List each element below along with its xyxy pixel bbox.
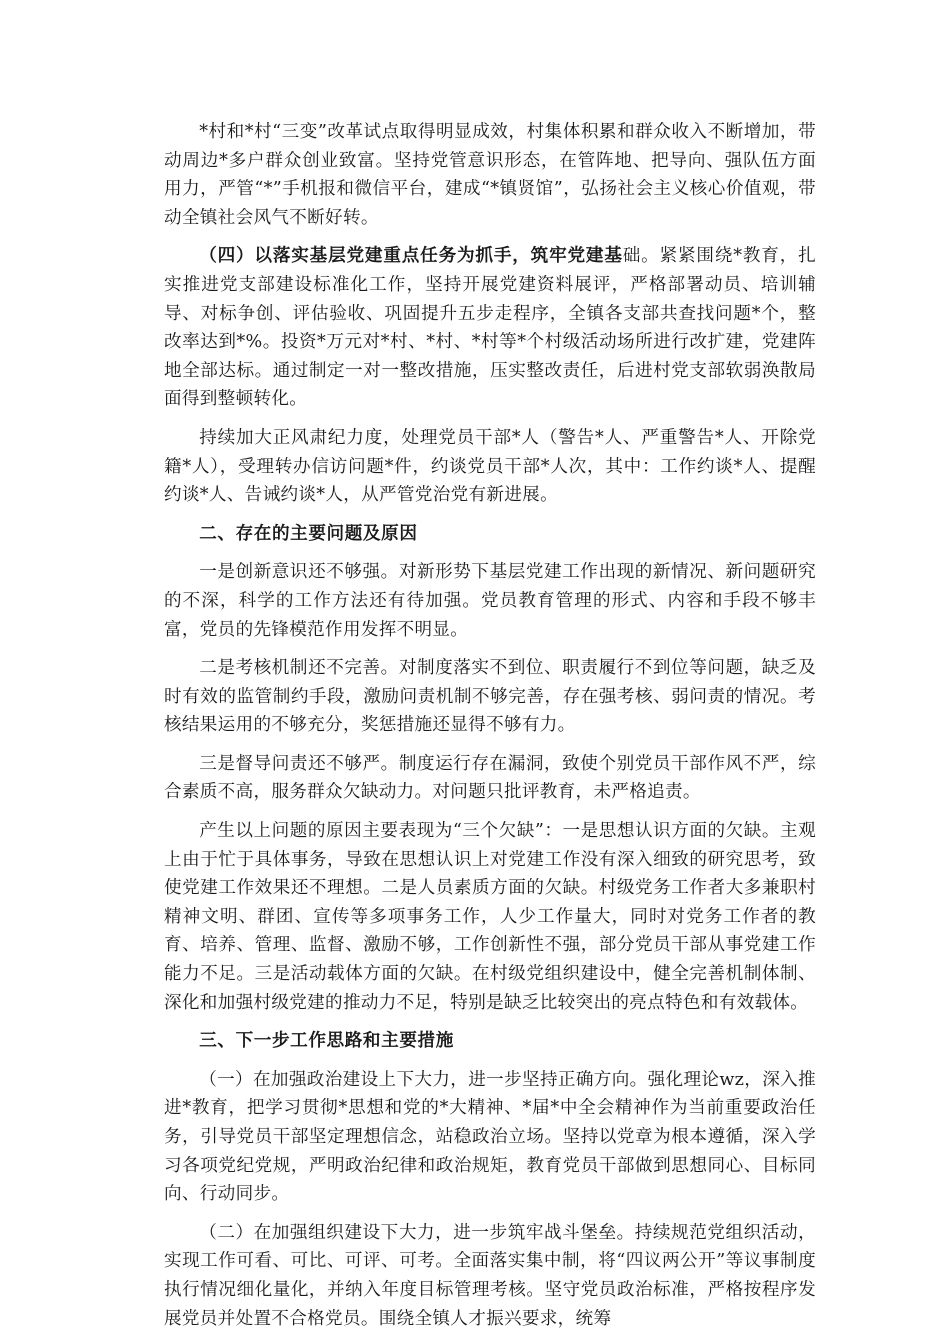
subsection-heading-four: （四）以落实基层党建重点任务为抓手，筑牢党建基 — [199, 246, 623, 267]
paragraph-causes: 产生以上问题的原因主要表现为“三个欠缺”：一是思想认识方面的欠缺。主观上由于忙于具体事务，导致在思想认识上对党建工作没有深入细致的研究思考，致使党建工作效果还不理想。二是人员素质方面的欠缺。村级党务工作者大多兼职村精神文明、群团、宣传等多项事务工作，人少工作量大，同时对党务工作者的教育、培养、管理、监督、激励不够，工作创新性不强，部分党员干部从事党建工作能力不足。三是活动载体方面的欠缺。在村级党组织建设中，健全完善机制体制、深化和加强村级党建的推动力不足，特别是缺乏比较突出的亮点特色和有效载体。 — [164, 821, 816, 1013]
section-heading-next-steps: 三、下一步工作思路和主要措施 — [199, 1031, 454, 1052]
document-page — [164, 118, 816, 1333]
paragraph-three-changes-reform: *村和*村“三变”改革试点取得明显成效，村集体积累和群众收入不断增加，带动周边*多户群众创业致富。坚持党管意识形态，在管阵地、把导向、强队伍方面用力，严管“*”手机报和微信平台，建成“*镇贤馆”，弘扬社会主义核心价值观，带动全镇社会风气不断好转。 — [164, 122, 816, 228]
paragraph-organizational-construction: （二）在加强组织建设下大力，进一步筑牢战斗堡垒。持续规范党组织活动，实现工作可看、可比、可评、可考。全面落实集中制，将“四议两公开”等议事制度执行情况细化量化，并纳入年度目标管理考核。坚守党员政治标准，严格按程序发展党员并处置不合格党员。围绕全镇人才振兴要求，统筹 — [164, 1222, 816, 1329]
paragraph-discipline: 持续加大正风肃纪力度，处理党员干部*人（警告*人、严重警告*人、开除党籍*人），受理转办信访问题*件，约谈党员干部*人次，其中：工作约谈*人、提醒约谈*人、告诫约谈*人，从严管党治党有新进展。 — [164, 427, 816, 506]
paragraph-party-building-tasks — [164, 242, 816, 414]
paragraph-political-construction: （一）在加强政治建设上下大力，进一步坚持正确方向。强化理论wz，深入推进*教育，把学习贯彻*思想和党的*大精神、*届*中全会精神作为当前重要政治任务，引导党员干部坚定理想信念，站稳政治立场。坚持以党章为根本遵循，深入学习各项党纪党规，严明政治纪律和政治规矩，教育党员干部做到思想同心、目标同向、行动同步。 — [164, 1069, 816, 1205]
paragraph-problem-innovation: 一是创新意识还不够强。对新形势下基层党建工作出现的新情况、新问题研究的不深，科学的工作方法还有待加强。党员教育管理的形式、内容和手段不够丰富，党员的先锋模范作用发挥不明显。 — [164, 562, 816, 640]
paragraph-problem-supervision: 三是督导问责还不够严。制度运行存在漏洞，致使个别党员干部作风不严，综合素质不高，服务群众欠缺动力。对问题只批评教育，未严格追责。 — [164, 753, 816, 803]
paragraph-party-building-body: 础。紧紧围绕*教育，扎实推进党支部建设标准化工作，坚持开展党建资料展评，严格部署动员、培训辅导、对标争创、评估验收、巩固提升五步走程序，全镇各支部共查找问题*个，整改率达到*%。投资*万元对*村、*村、*村等*个村级活动场所进行改扩建，党建阵地全部达标。通过制定一对一整改措施，压实整改责任，后进村党支部软弱涣散局面得到整顿转化。 — [164, 246, 816, 410]
paragraph-problem-assessment: 二是考核机制还不完善。对制度落实不到位、职责履行不到位等问题，缺乏及时有效的监管制约手段，激励问责机制不够完善，存在强考核、弱问责的情况。考核结果运用的不够充分，奖惩措施还显得不够有力。 — [164, 658, 816, 736]
section-heading-problems: 二、存在的主要问题及原因 — [199, 523, 418, 544]
